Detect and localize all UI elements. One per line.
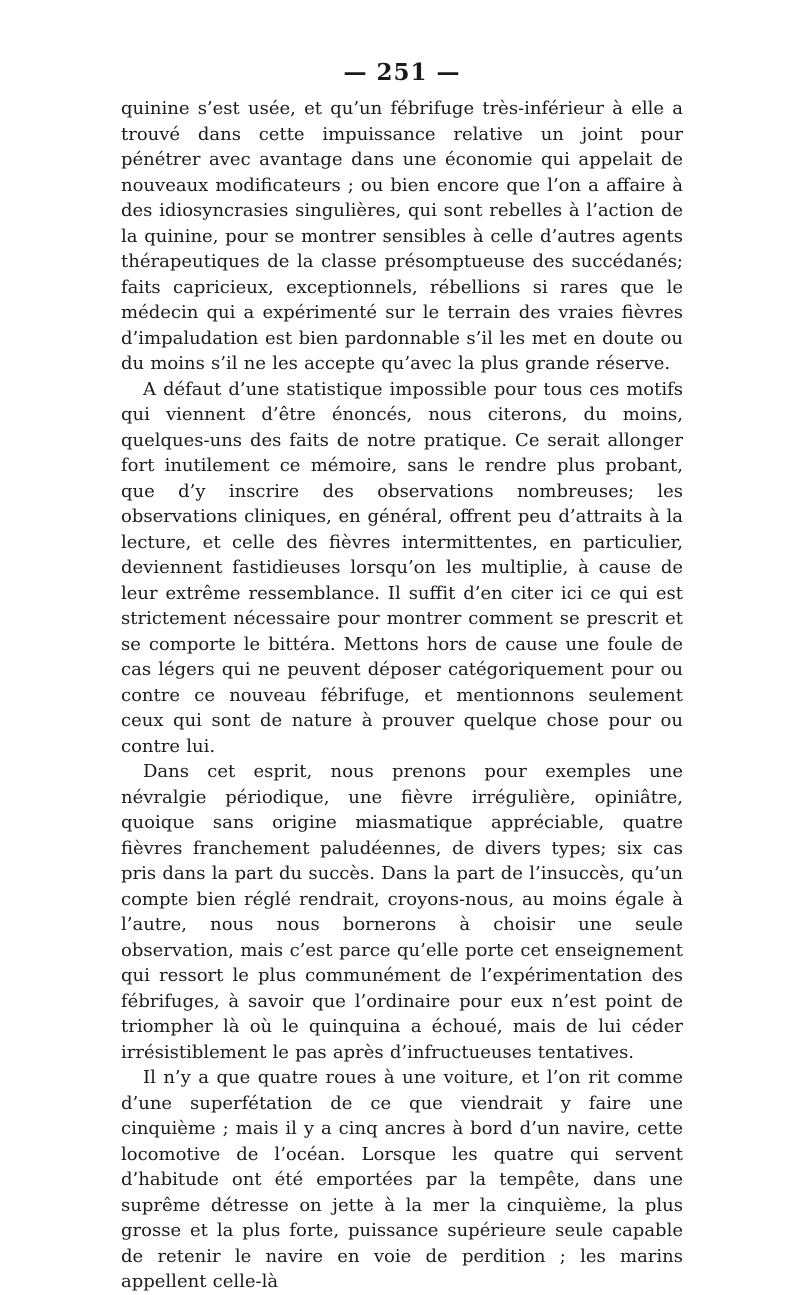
page-number: — 251 — — [343, 59, 461, 86]
paragraph-examples: Dans cet esprit, nous prenons pour exemples une névralgie périodique, une fièvre irrégulière, opiniâtre, quoique sans origine miasmatique appréciable, quatre fièvres franchement paludéennes, de divers types; six cas pris dans la part du succès. Dans la part de l’insuccès, qu’un compte bien réglé rendrait, croyons-nous, au moins égale à l’autre, nous nous bornerons à choisir une seule observation, mais c’est parce qu’elle porte cet enseignement qui ressort le plus communément de l’expérimentation des fébrifuges, à savoir que l’ordinaire pour eux n’est point de triompher là où le quinquina a échoué, mais de lui céder irrésistiblement le pas après d’infructueuses tentatives. — [121, 761, 683, 1063]
paragraph-statistics: A défaut d’une statistique impossible pour tous ces motifs qui viennent d’être énoncés, nous citerons, du moins, quelques-uns des faits de notre pratique. Ce serait allonger fort inutilement ce mémoire, sans le rendre plus probant, que d’y inscrire des observations nombreuses; les observations cliniques, en général, offrent peu d’attraits à la lecture, et celle des fièvres intermittentes, en particulier, deviennent fastidieuses lorsqu’on les multiplie, à cause de leur extrême ressemblance. Il suffit d’en citer ici ce qui est strictement nécessaire pour montrer comment se prescrit et se comporte le bittéra. Mettons hors de cause une foule de cas légers qui ne peuvent déposer catégoriquement pour ou contre ce nouveau fébrifuge, et mentionnons seulement ceux qui sont de nature à prouver quelque chose pour ou contre lui. — [121, 378, 683, 757]
paragraph-anchors: Il n’y a que quatre roues à une voiture, et l’on rit comme d’une superfétation de ce que viendrait y faire une cinquième ; mais il y a cinq ancres à bord d’un navire, cette locomotive de l’océan. Lorsque les quatre qui servent d’habitude ont été emportées par la tempête, dans une suprême détresse on jette à la mer la cinquième, la plus grosse et la plus forte, puissance supérieure seule capable de retenir le navire en voie de perdition ; les marins appellent celle-là — [121, 1067, 683, 1292]
book-page — [121, 58, 683, 1295]
paragraph-continuation: quinine s’est usée, et qu’un fébrifuge très-inférieur à elle a trouvé dans cette impuissance relative un joint pour pénétrer avec avantage dans une économie qui appelait de nouveaux modificateurs ; ou bien encore que l’on a affaire à des idiosyncrasies singulières, qui sont rebelles à l’action de la quinine, pour se montrer sensibles à celle d’autres agents thérapeutiques de la classe présomptueuse des succédanés; faits capricieux, exceptionnels, rébellions si rares que le médecin qui a expérimenté sur le terrain des vraies fièvres d’impaludation est bien pardonnable s’il les met en doute ou du moins s’il ne les accepte qu’avec la plus grande réserve. — [121, 98, 683, 374]
